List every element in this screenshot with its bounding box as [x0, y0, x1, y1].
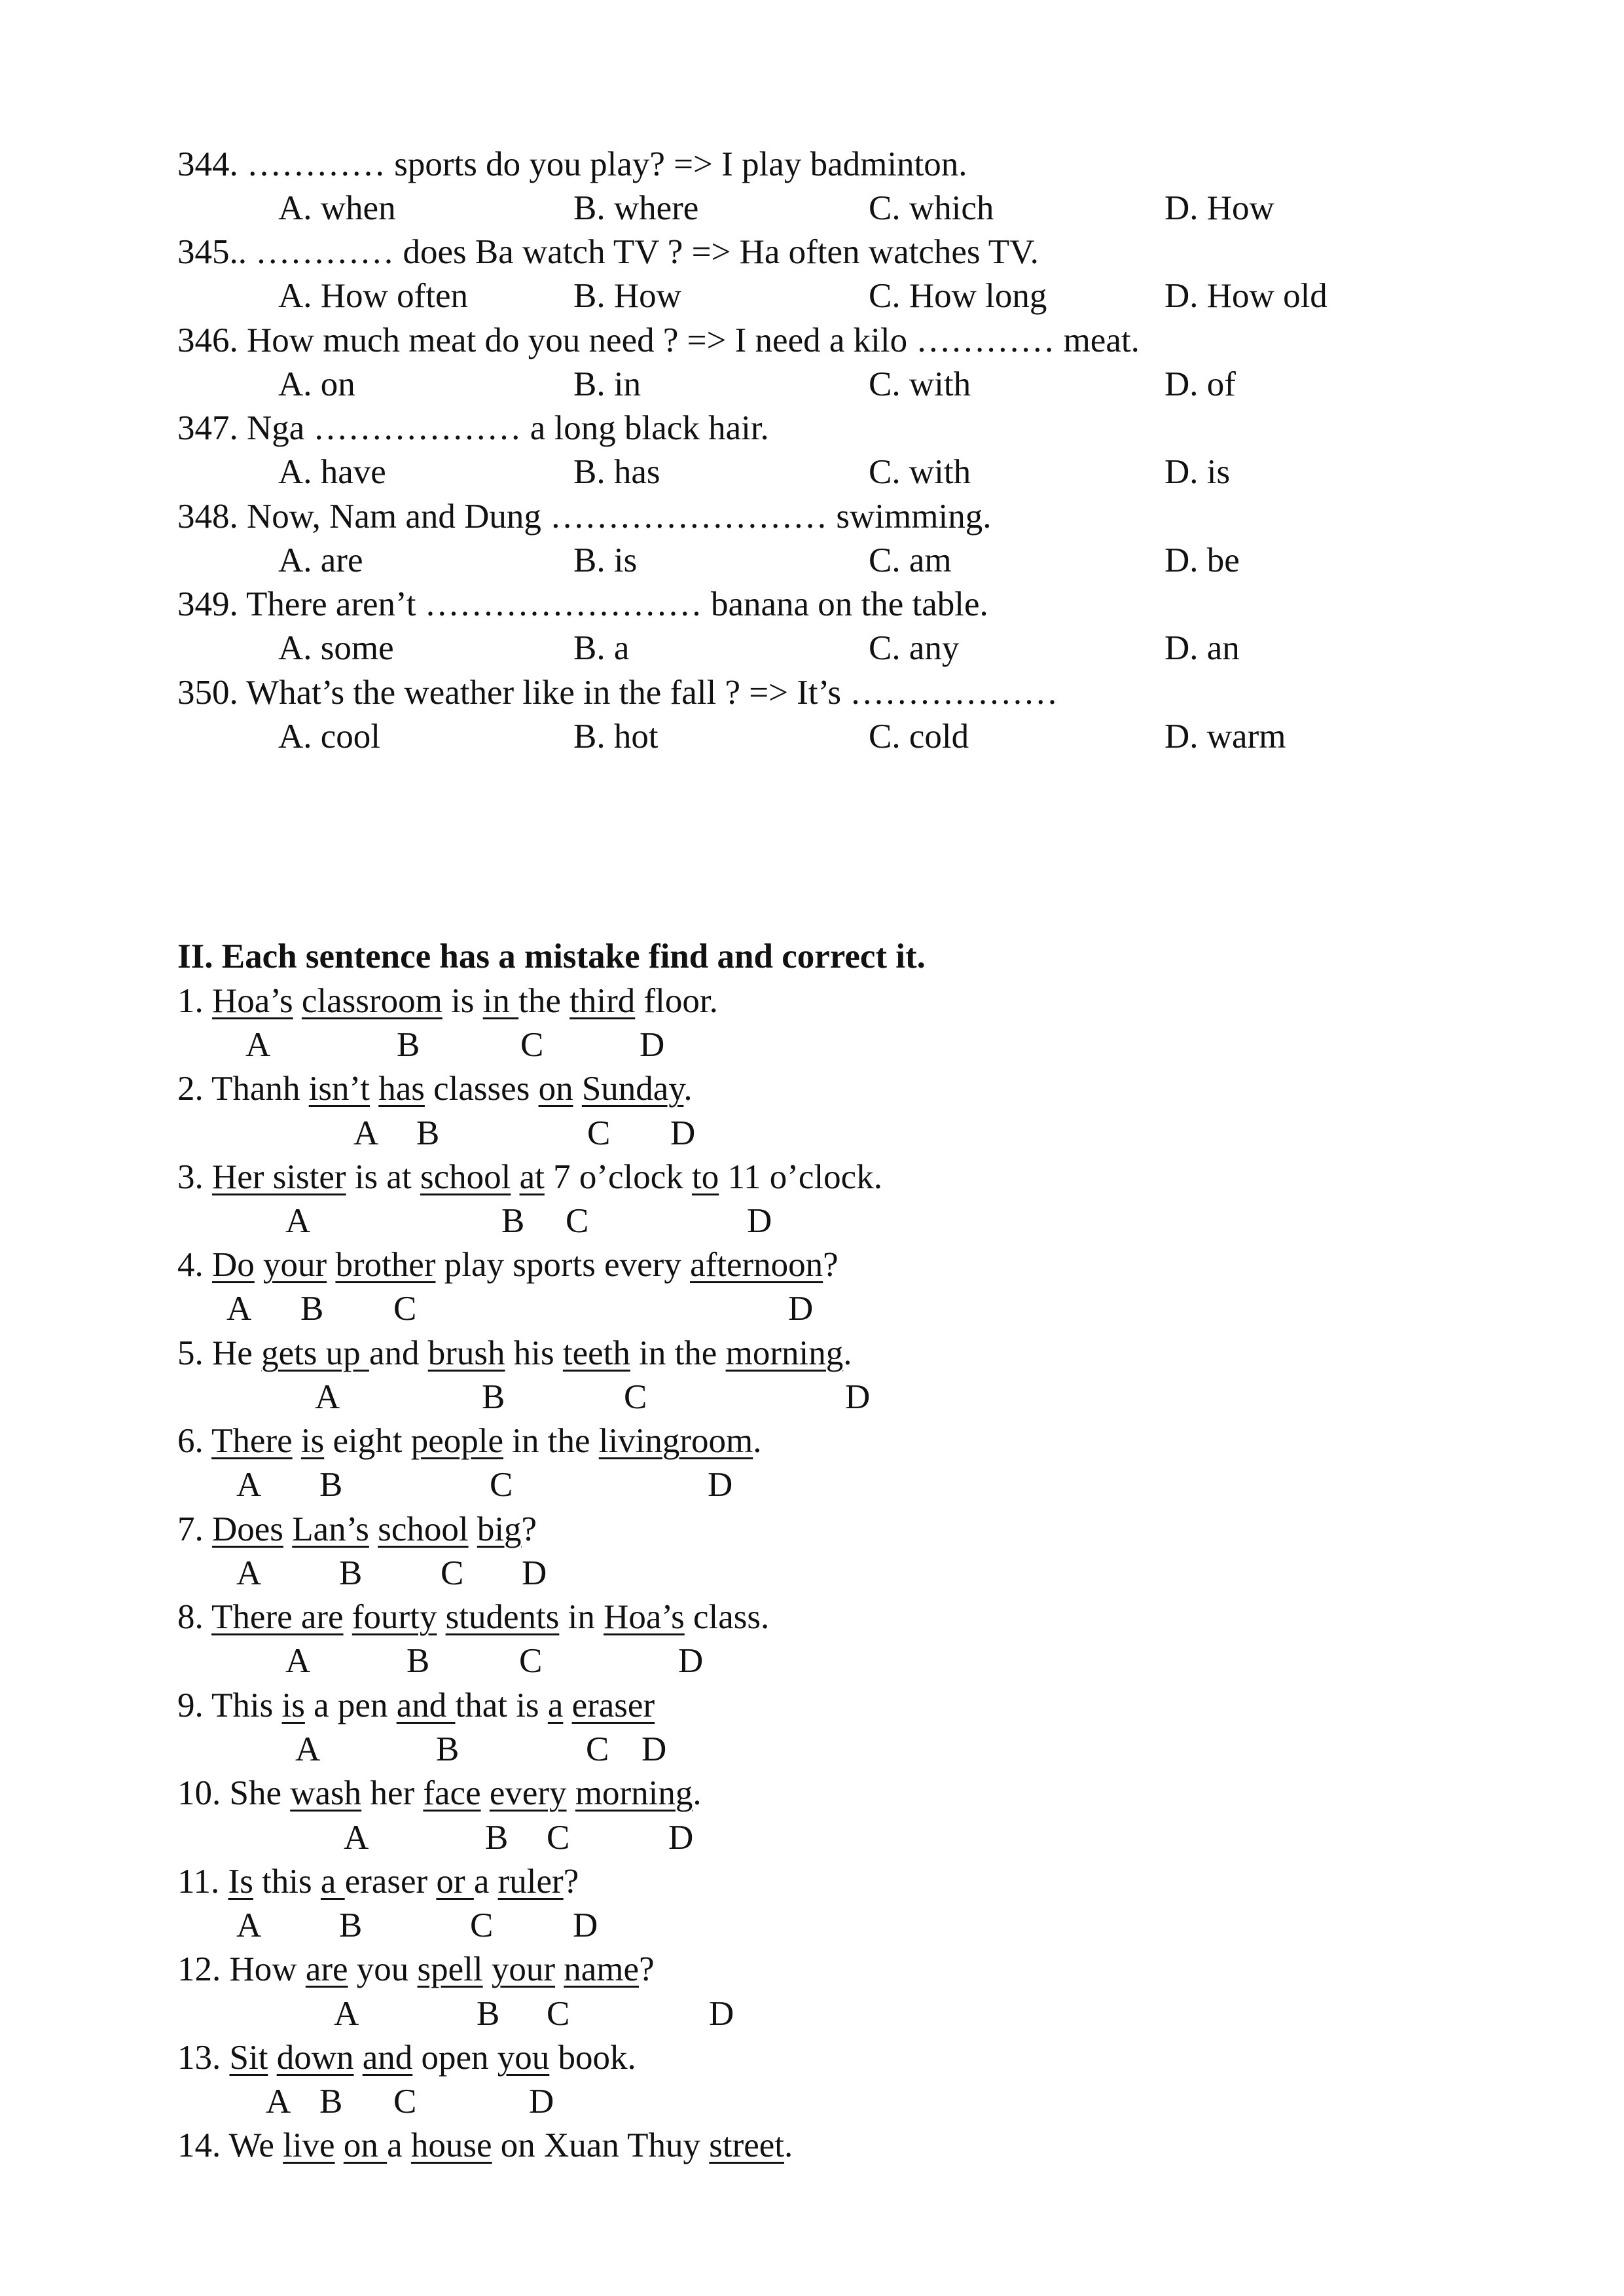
sentence-segment — [469, 1510, 477, 1548]
sentence-segment — [483, 1950, 492, 1988]
sentence-segment: 11. — [177, 1863, 228, 1901]
option-c: C. with — [869, 453, 971, 491]
underlined-segment: people — [410, 1422, 503, 1460]
underlined-segment: morning — [725, 1334, 844, 1372]
underlined-segment: Sit — [229, 2039, 268, 2077]
underlined-segment: There — [211, 1422, 293, 1460]
option-c: C. How long — [869, 277, 1047, 315]
underlined-segment: has — [378, 1070, 425, 1108]
option-d: D. How — [1164, 189, 1274, 227]
underlined-segment: isn’t — [308, 1070, 370, 1108]
sentence-segment: is at — [346, 1158, 420, 1196]
underlined-segment: school — [420, 1158, 511, 1196]
marker-a: A — [315, 1378, 340, 1416]
sentence-segment — [573, 1070, 582, 1108]
marker-b: B — [339, 1554, 363, 1592]
marker-b: B — [319, 1466, 343, 1504]
sentence-segment — [255, 1246, 263, 1284]
sentence-segment: ? — [563, 1863, 579, 1901]
sentence-segment — [283, 1510, 292, 1548]
sentence-segment — [370, 1070, 378, 1108]
marker-b: B — [501, 1202, 525, 1240]
marker-c: C — [470, 1906, 494, 1944]
marker-a: A — [226, 1290, 252, 1328]
sentence-segment: . — [784, 2126, 793, 2164]
marker-d: D — [845, 1378, 871, 1416]
option-a: A. cool — [278, 718, 381, 756]
sentence-segment: 5. He — [177, 1334, 262, 1372]
sentence-7 — [177, 1508, 537, 1550]
marker-c: C — [624, 1378, 647, 1416]
sentence-segment: 7 o’clock — [544, 1158, 692, 1196]
marker-a: A — [295, 1730, 321, 1768]
underlined-segment: Do — [212, 1246, 255, 1284]
sentence-segment: in — [559, 1598, 604, 1636]
option-d: D. of — [1164, 365, 1236, 403]
marker-c: C — [547, 1819, 570, 1857]
underlined-segment: eraser — [571, 1686, 655, 1724]
sentence-segment — [327, 1246, 335, 1284]
underlined-segment: live — [283, 2126, 335, 2164]
sentence-segment: and — [369, 1334, 428, 1372]
marker-c: C — [586, 1730, 609, 1768]
marker-a: A — [236, 1554, 262, 1592]
question-text: 349. There aren’t …………………… banana on the table. — [177, 585, 988, 623]
sentence-segment: 10. She — [177, 1774, 291, 1812]
sentence-segment: classes — [424, 1070, 539, 1108]
sentence-segment: 11 o’clock. — [719, 1158, 882, 1196]
option-b: B. a — [573, 629, 630, 667]
option-b: B. hot — [573, 718, 659, 756]
underlined-segment: down — [276, 2039, 354, 2077]
underlined-segment: a — [547, 1686, 564, 1724]
sentence-segment: 9. This — [177, 1686, 282, 1724]
sentence-5 — [177, 1332, 852, 1374]
marker-b: B — [436, 1730, 460, 1768]
option-b: B. is — [573, 541, 638, 579]
sentence-segment: play sports every — [435, 1246, 691, 1284]
option-d: D. an — [1164, 629, 1240, 667]
sentence-segment: class. — [684, 1598, 770, 1636]
sentence-1 — [177, 980, 718, 1022]
sentence-segment: 2. Thanh — [177, 1070, 309, 1108]
marker-c: C — [547, 1995, 570, 2033]
sentence-segment: that is — [455, 1686, 548, 1724]
sentence-segment: eight — [324, 1422, 411, 1460]
sentence-segment: ? — [521, 1510, 537, 1548]
sentence-segment — [293, 982, 302, 1020]
underlined-segment: your — [263, 1246, 327, 1284]
underlined-segment: Lan’s — [292, 1510, 369, 1548]
underlined-segment: third — [569, 982, 636, 1020]
sentence-segment: the — [518, 982, 570, 1020]
option-d: D. is — [1164, 453, 1231, 491]
underlined-segment: are — [305, 1950, 348, 1988]
sentence-segment: 14. We — [177, 2126, 283, 2164]
underlined-segment: brother — [335, 1246, 436, 1284]
option-d: D. be — [1164, 541, 1240, 579]
marker-d: D — [573, 1906, 598, 1944]
sentence-segment: . — [843, 1334, 852, 1372]
option-a: A. on — [278, 365, 355, 403]
sentence-segment: 8. — [177, 1598, 212, 1636]
option-a: A. when — [278, 189, 396, 227]
option-c: C. am — [869, 541, 952, 579]
sentence-3 — [177, 1156, 882, 1198]
underlined-segment: Sunday — [581, 1070, 684, 1108]
sentence-12 — [177, 1948, 655, 1990]
marker-a: A — [285, 1642, 311, 1680]
marker-a: A — [236, 1466, 262, 1504]
marker-a: A — [285, 1202, 311, 1240]
sentence-segment — [563, 1686, 571, 1724]
underlined-segment: Hoa’s — [212, 982, 293, 1020]
underlined-segment: on — [343, 2126, 388, 2164]
option-c: C. with — [869, 365, 971, 403]
underlined-segment: ruler — [497, 1863, 564, 1901]
marker-d: D — [522, 1554, 547, 1592]
underlined-segment: livingroom — [598, 1422, 753, 1460]
marker-b: B — [300, 1290, 324, 1328]
sentence-14 — [177, 2124, 793, 2166]
sentence-segment — [268, 2039, 276, 2077]
sentence-segment: her — [361, 1774, 424, 1812]
sentence-segment: you — [348, 1950, 418, 1988]
sentence-segment: . — [753, 1422, 762, 1460]
underlined-segment: every — [489, 1774, 567, 1812]
marker-c: C — [490, 1466, 513, 1504]
option-a: A. How often — [278, 277, 468, 315]
option-a: A. are — [278, 541, 363, 579]
sentence-2 — [177, 1068, 693, 1110]
underlined-segment: and — [396, 1686, 456, 1724]
underlined-segment: face — [423, 1774, 481, 1812]
underlined-segment: brush — [427, 1334, 505, 1372]
sentence-segment: a pen — [304, 1686, 397, 1724]
marker-a: A — [266, 2083, 291, 2121]
sentence-segment: 1. — [177, 982, 212, 1020]
marker-d: D — [678, 1642, 704, 1680]
marker-b: B — [477, 1995, 500, 2033]
option-c: C. any — [869, 629, 960, 667]
marker-c: C — [587, 1114, 611, 1152]
question-text: 345.. ………… does Ba watch TV ? => Ha often watches TV. — [177, 233, 1039, 271]
underlined-segment: and — [362, 2039, 413, 2077]
sentence-segment: 12. How — [177, 1950, 306, 1988]
sentence-segment: floor. — [635, 982, 718, 1020]
marker-d: D — [709, 1995, 734, 2033]
underlined-segment: to — [692, 1158, 719, 1196]
option-b: B. has — [573, 453, 660, 491]
sentence-segment: 3. — [177, 1158, 212, 1196]
sentence-segment: 4. — [177, 1246, 212, 1284]
question-text: 348. Now, Nam and Dung …………………… swimming. — [177, 498, 992, 536]
sentence-segment — [353, 2039, 362, 2077]
sentence-segment: 7. — [177, 1510, 212, 1548]
sentence-segment — [511, 1158, 519, 1196]
underlined-segment: name — [564, 1950, 640, 1988]
underlined-segment: gets up — [261, 1334, 369, 1372]
underlined-segment: in — [482, 982, 519, 1020]
sentence-segment: open — [412, 2039, 497, 2077]
underlined-segment: big — [477, 1510, 522, 1548]
underlined-segment: on — [538, 1070, 573, 1108]
underlined-segment: morning — [575, 1774, 693, 1812]
marker-c: C — [519, 1642, 543, 1680]
sentence-segment: in the — [630, 1334, 726, 1372]
question-text: 347. Nga ……………… a long black hair. — [177, 409, 769, 447]
marker-c: C — [393, 2083, 417, 2121]
sentence-8 — [177, 1596, 769, 1638]
section-heading: II. Each sentence has a mistake find and correct it. — [177, 938, 926, 975]
underlined-segment: is — [281, 1686, 305, 1724]
sentence-segment: ? — [823, 1246, 839, 1284]
underlined-segment: house — [410, 2126, 492, 2164]
option-b: B. in — [573, 365, 641, 403]
marker-a: A — [245, 1026, 271, 1064]
underlined-segment: your — [491, 1950, 556, 1988]
underlined-segment: There are — [211, 1598, 344, 1636]
sentence-segment: this — [253, 1863, 321, 1901]
marker-b: B — [406, 1642, 430, 1680]
option-d: D. warm — [1164, 718, 1286, 756]
sentence-4 — [177, 1244, 839, 1286]
marker-b: B — [485, 1819, 509, 1857]
marker-b: B — [397, 1026, 420, 1064]
sentence-segment — [344, 1598, 352, 1636]
sentence-segment: his — [505, 1334, 563, 1372]
question-text: 346. How much meat do you need ? => I need a kilo ………… meat. — [177, 321, 1140, 359]
marker-d: D — [640, 1026, 665, 1064]
sentence-segment: eraser — [344, 1863, 437, 1901]
marker-d: D — [747, 1202, 772, 1240]
sentence-segment: a — [473, 1863, 498, 1901]
marker-b: B — [319, 2083, 343, 2121]
underlined-segment: is — [300, 1422, 325, 1460]
marker-d: D — [668, 1819, 694, 1857]
option-c: C. which — [869, 189, 994, 227]
marker-c: C — [520, 1026, 544, 1064]
sentence-segment: . — [693, 1774, 702, 1812]
underlined-segment: students — [445, 1598, 560, 1636]
sentence-segment — [369, 1510, 378, 1548]
option-d: D. How old — [1164, 277, 1327, 315]
underlined-segment: you — [497, 2039, 550, 2077]
marker-c: C — [566, 1202, 589, 1240]
sentence-segment: ? — [639, 1950, 655, 1988]
question-text: 350. What’s the weather like in the fall ? => It’s ……………… — [177, 674, 1058, 712]
underlined-segment: or — [436, 1863, 474, 1901]
option-b: B. where — [573, 189, 699, 227]
sentence-9 — [177, 1685, 655, 1726]
sentence-segment: in the — [503, 1422, 599, 1460]
option-c: C. cold — [869, 718, 969, 756]
sentence-segment: . — [683, 1070, 693, 1108]
underlined-segment: school — [378, 1510, 469, 1548]
underlined-segment: Her sister — [212, 1158, 346, 1196]
marker-b: B — [339, 1906, 363, 1944]
sentence-segment: book. — [549, 2039, 636, 2077]
marker-a: A — [353, 1114, 379, 1152]
option-b: B. How — [573, 277, 681, 315]
underlined-segment: a — [320, 1863, 345, 1901]
marker-d: D — [670, 1114, 696, 1152]
marker-b: B — [482, 1378, 505, 1416]
sentence-segment: 13. — [177, 2039, 230, 2077]
marker-b: B — [416, 1114, 440, 1152]
underlined-segment: afternoon — [690, 1246, 823, 1284]
sentence-segment — [293, 1422, 301, 1460]
sentence-13 — [177, 2037, 636, 2079]
marker-d: D — [788, 1290, 814, 1328]
marker-d: D — [529, 2083, 554, 2121]
underlined-segment: fourty — [352, 1598, 437, 1636]
sentence-10 — [177, 1772, 702, 1814]
marker-a: A — [236, 1906, 262, 1944]
marker-d: D — [641, 1730, 667, 1768]
sentence-segment: a — [387, 2126, 411, 2164]
sentence-segment: on Xuan Thuy — [492, 2126, 710, 2164]
underlined-segment: Hoa’s — [604, 1598, 685, 1636]
marker-d: D — [708, 1466, 733, 1504]
option-a: A. have — [278, 453, 386, 491]
sentence-11 — [177, 1861, 579, 1903]
underlined-segment: wash — [290, 1774, 362, 1812]
underlined-segment: teeth — [562, 1334, 630, 1372]
option-a: A. some — [278, 629, 394, 667]
question-text: 344. ………… sports do you play? => I play badminton. — [177, 145, 967, 183]
underlined-segment: street — [709, 2126, 785, 2164]
marker-c: C — [441, 1554, 464, 1592]
sentence-segment: is — [442, 982, 483, 1020]
underlined-segment: at — [519, 1158, 545, 1196]
sentence-6 — [177, 1420, 762, 1462]
sentence-segment: 6. — [177, 1422, 212, 1460]
marker-c: C — [393, 1290, 417, 1328]
sentence-segment — [437, 1598, 445, 1636]
sentence-segment — [567, 1774, 575, 1812]
marker-a: A — [344, 1819, 369, 1857]
underlined-segment: classroom — [301, 982, 442, 1020]
underlined-segment: Does — [212, 1510, 283, 1548]
sentence-segment — [335, 2126, 344, 2164]
underlined-segment: Is — [228, 1863, 253, 1901]
sentence-segment — [555, 1950, 564, 1988]
marker-a: A — [334, 1995, 359, 2033]
underlined-segment: spell — [417, 1950, 483, 1988]
sentence-segment — [481, 1774, 490, 1812]
